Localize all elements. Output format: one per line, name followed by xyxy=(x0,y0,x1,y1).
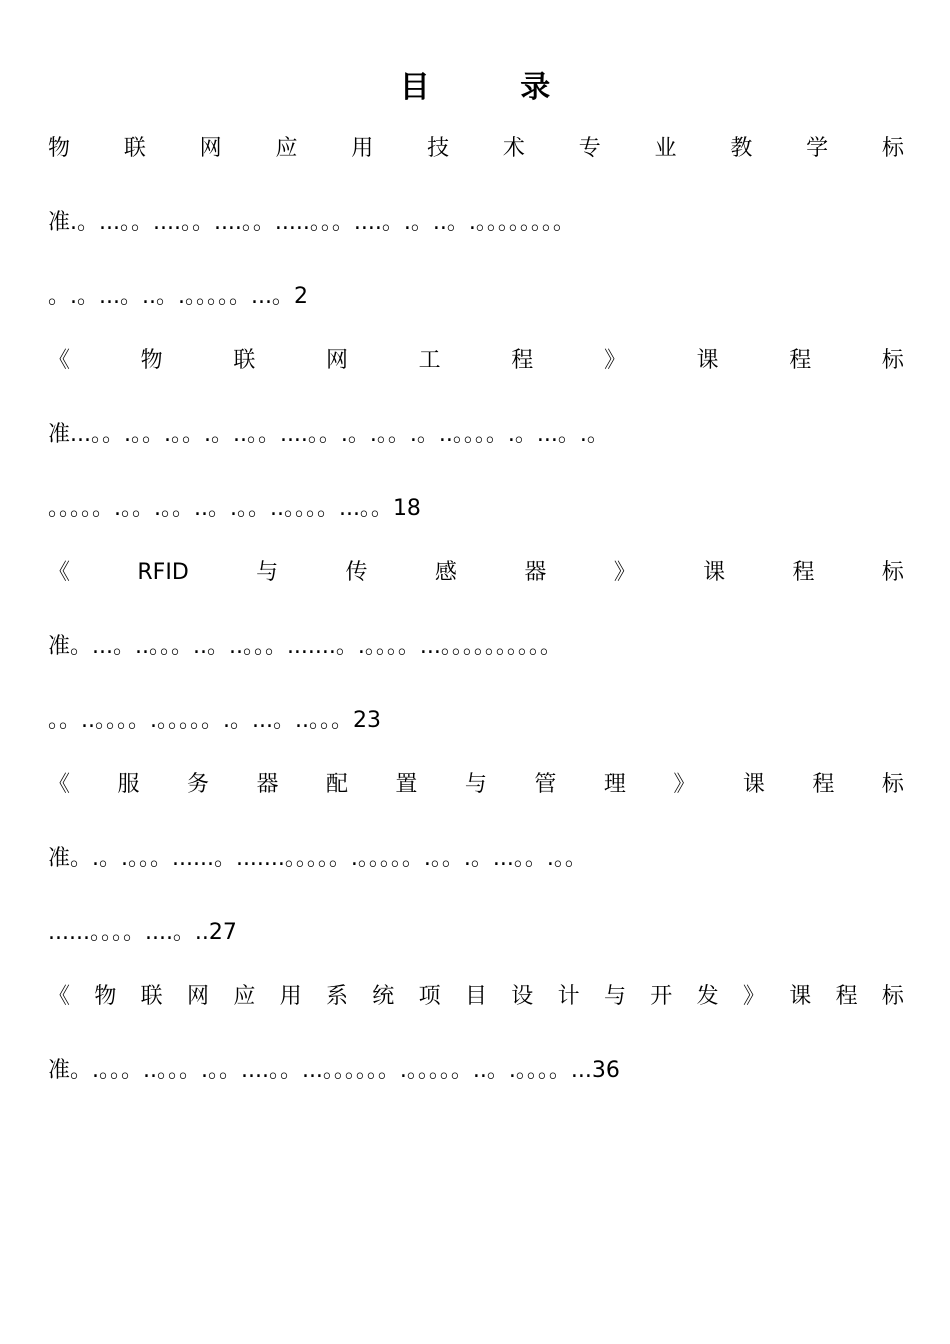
heading-char: 专 xyxy=(578,136,601,161)
toc-entry-leader xyxy=(48,1053,904,1089)
heading-char: 学 xyxy=(806,136,829,161)
page-number: 23 xyxy=(352,708,381,733)
toc-entry-leader xyxy=(48,841,904,877)
heading-char: 《 xyxy=(48,984,71,1009)
heading-char: 程 xyxy=(511,348,534,373)
heading-char: 服 xyxy=(117,772,140,797)
page-number: 36 xyxy=(591,1058,620,1083)
heading-char: 配 xyxy=(325,772,348,797)
heading-char: 网 xyxy=(186,984,209,1009)
heading-char: 应 xyxy=(275,136,298,161)
heading-char: 联 xyxy=(123,136,146,161)
toc-entry-heading[interactable] xyxy=(48,131,904,167)
heading-char: 置 xyxy=(395,772,418,797)
heading-char: 课 xyxy=(789,984,812,1009)
heading-char: 发 xyxy=(696,984,719,1009)
toc-title: 目 录 xyxy=(399,70,591,105)
toc-entry-heading[interactable] xyxy=(48,555,904,591)
toc-entry-leader xyxy=(48,629,904,665)
heading-char: 教 xyxy=(730,136,753,161)
heading-char: 课 xyxy=(703,560,726,585)
heading-char: 器 xyxy=(256,772,279,797)
heading-char: 务 xyxy=(186,772,209,797)
heading-char: 标 xyxy=(881,772,904,797)
heading-char: 联 xyxy=(233,348,256,373)
heading-char: 术 xyxy=(502,136,525,161)
heading-char: 《 xyxy=(48,560,71,585)
heading-char: 》 xyxy=(603,348,626,373)
heading-char: 》 xyxy=(742,984,765,1009)
page-number: 2 xyxy=(293,284,308,309)
heading-char: 标 xyxy=(881,348,904,373)
toc-entry-leader-cont xyxy=(48,915,904,951)
heading-char: 用 xyxy=(351,136,374,161)
leader-dots: 。.。...。..。.。。。。。...。 xyxy=(48,284,294,309)
heading-char: 物 xyxy=(48,136,71,161)
heading-char: 课 xyxy=(742,772,765,797)
leader-dots: 准。.。。。..。。。.。。....。。...。。。。。。.。。。。。..。.。。。。... xyxy=(48,1058,592,1083)
heading-char: 物 xyxy=(140,348,163,373)
heading-char: 与 xyxy=(464,772,487,797)
heading-char: 感 xyxy=(434,560,457,585)
heading-char: 传 xyxy=(345,560,368,585)
heading-char: 标 xyxy=(881,136,904,161)
heading-char: 器 xyxy=(524,560,547,585)
toc-entry-leader-cont xyxy=(48,491,904,527)
heading-char: 网 xyxy=(199,136,222,161)
leader-dots: 。。..。。。。.。。。。。.。...。..。。。 xyxy=(48,708,353,733)
page-number: 18 xyxy=(392,496,421,521)
heading-char: 《 xyxy=(48,772,71,797)
heading-char: 计 xyxy=(557,984,580,1009)
heading-char: 目 xyxy=(464,984,487,1009)
heading-char: 应 xyxy=(233,984,256,1009)
heading-char: 程 xyxy=(835,984,858,1009)
page-number: 27 xyxy=(208,920,237,945)
heading-char: 技 xyxy=(427,136,450,161)
heading-char: 开 xyxy=(650,984,673,1009)
heading-char: 工 xyxy=(418,348,441,373)
heading-char: 与 xyxy=(603,984,626,1009)
heading-char: 系 xyxy=(325,984,348,1009)
heading-char: 业 xyxy=(654,136,677,161)
toc-entry-leader xyxy=(48,205,904,241)
leader-dots: 准.。...。。....。。....。。.....。。。....。.。..。.。。。。。。。。 xyxy=(48,210,575,235)
toc-entry-leader xyxy=(48,417,904,453)
leader-dots: ......。。。。....。.. xyxy=(48,920,209,945)
leader-dots: 准。.。.。。。......。.......。。。。。.。。。。。.。。.。...。。.。。 xyxy=(48,846,587,871)
heading-char: 物 xyxy=(94,984,117,1009)
heading-char: 用 xyxy=(279,984,302,1009)
leader-dots: 。。。。。.。。.。。..。.。。..。。。。...。。 xyxy=(48,496,393,521)
heading-char: 标 xyxy=(881,984,904,1009)
toc-entry-heading[interactable] xyxy=(48,979,904,1015)
heading-char: 理 xyxy=(603,772,626,797)
leader-dots: 准。...。..。。。..。..。。。.......。.。。。。...。。。。。。。。。。 xyxy=(48,634,562,659)
heading-char: 《 xyxy=(48,348,71,373)
heading-char: 程 xyxy=(792,560,815,585)
heading-char: 课 xyxy=(696,348,719,373)
heading-char: 标 xyxy=(881,560,904,585)
heading-char: 》 xyxy=(613,560,636,585)
heading-char: 》 xyxy=(673,772,696,797)
heading-char: 统 xyxy=(372,984,395,1009)
toc-entry-leader-cont xyxy=(48,703,904,739)
heading-char: 与 xyxy=(256,560,279,585)
heading-char: 程 xyxy=(789,348,812,373)
toc-entry-leader-cont xyxy=(48,279,904,315)
heading-char: 设 xyxy=(511,984,534,1009)
heading-char: 程 xyxy=(812,772,835,797)
heading-char: 项 xyxy=(418,984,441,1009)
toc-entry-heading[interactable] xyxy=(48,343,904,379)
heading-char: 管 xyxy=(534,772,557,797)
leader-dots: 准...。。.。。.。。.。..。。....。。.。.。。.。..。。。。.。...。.。 xyxy=(48,422,609,447)
heading-char: 网 xyxy=(325,348,348,373)
toc-entry-heading[interactable] xyxy=(48,767,904,803)
heading-char: RFID xyxy=(137,560,189,585)
heading-char: 联 xyxy=(140,984,163,1009)
